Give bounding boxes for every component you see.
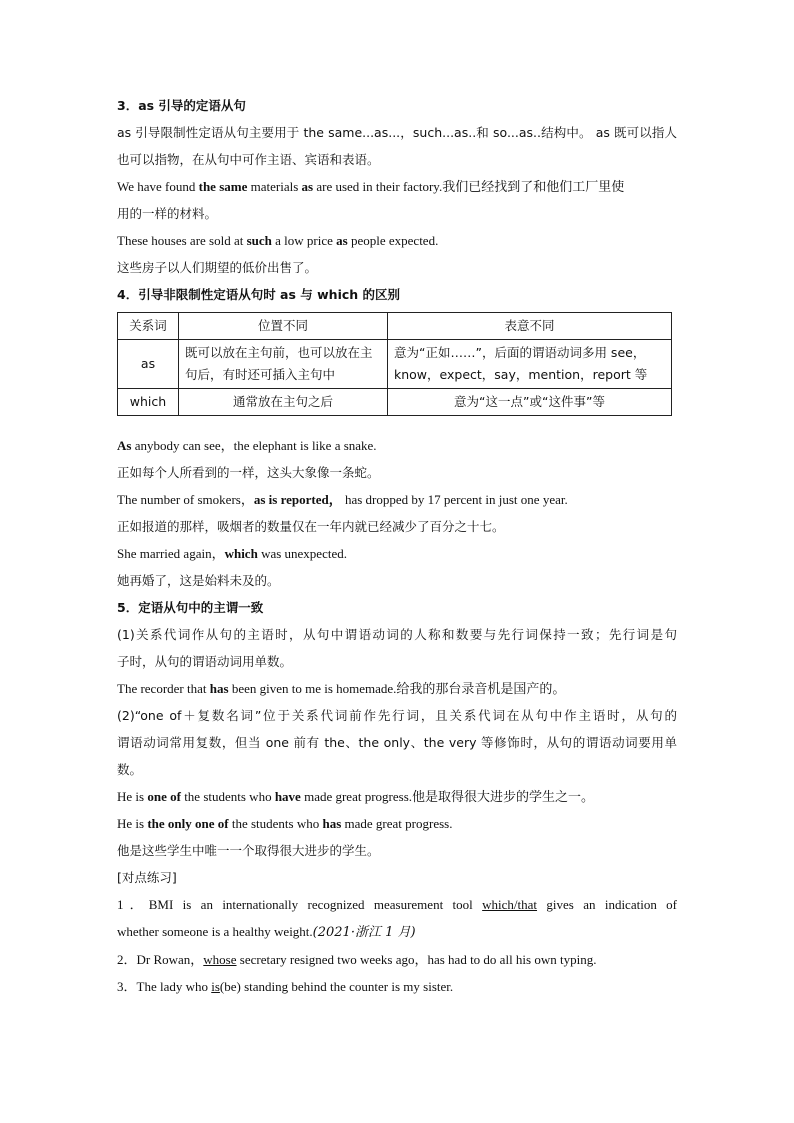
section-3-example-2-translation: 这些房子以人们期望的低价出售了。: [117, 260, 318, 275]
section-4-heading: 4．引导非限制性定语从句时 as 与 which 的区别: [117, 287, 401, 302]
practice-question-3: 3．The lady who is(be) standing behind the counter is my sister.: [117, 979, 454, 994]
section-5-rule-1-line-1: (1)关系代词作从句的主语时，从句中谓语动词的人称和数要与先行词保持一致；先行词是句: [117, 627, 677, 642]
section-3-example-1: We have found the same materials as are used in their factory.我们已经找到了和他们工厂里使: [117, 179, 625, 194]
section-5-heading: 5．定语从句中的主谓一致: [117, 600, 264, 615]
section-4-example-2: The number of smokers，as is reported， has dropped by 17 percent in just one year.: [117, 492, 568, 507]
section-4-example-1: As anybody can see，the elephant is like a snake.: [117, 438, 377, 453]
source-note: (2021·浙江 1 月): [312, 925, 416, 940]
table-header-cell: 表意不同: [388, 313, 672, 340]
section-5-example-3: He is the only one of the students who has made great progress.: [117, 816, 453, 831]
section-4-example-3: She married again，which was unexpected.: [117, 546, 347, 561]
table-cell-meaning: 意为“这一点”或“这件事”等: [388, 389, 672, 416]
section-3-example-2: These houses are sold at such a low price as people expected.: [117, 233, 439, 248]
table-row: [118, 389, 672, 416]
section-4-example-1-translation: 正如每个人所看到的一样，这头大象像一条蛇。: [117, 465, 380, 480]
section-4-example-3-translation: 她再婚了，这是始料未及的。: [117, 573, 280, 588]
answer-blank: which/that: [482, 897, 538, 912]
table-cell-position: 既可以放在主句前，也可以放在主句后，有时还可插入主句中: [179, 340, 388, 389]
table-header-cell: 位置不同: [179, 313, 388, 340]
practice-question-1: 1．BMI is an internationally recognized measurement tool which/that gives an indication of: [117, 897, 678, 912]
table-cell-meaning: 意为“正如……”，后面的谓语动词多用 see，know，expect，say，mention，report 等: [388, 340, 672, 389]
practice-question-1-cont: whether someone is a healthy weight.(2021·浙江 1 月): [117, 924, 416, 940]
section-3-heading: 3．as 引导的定语从句: [117, 98, 246, 113]
table-cell-position: 通常放在主句之后: [179, 389, 388, 416]
section-5-rule-2-line-1: (2)“one of＋复数名词”位于关系代词前作先行词，且关系代词在从句中作主语时，从句的: [117, 708, 677, 723]
section-5-rule-1-line-2: 子时，从句的谓语动词用单数。: [117, 654, 293, 669]
as-which-comparison-table: [117, 312, 672, 416]
table-header-cell: 关系词: [118, 313, 179, 340]
practice-question-2: 2．Dr Rowan，whose secretary resigned two weeks ago，has had to do all his own typing.: [117, 952, 597, 967]
section-5-example-1: The recorder that has been given to me is homemade.给我的那台录音机是国产的。: [117, 681, 566, 696]
document-page: [117, 92, 677, 1000]
section-5-example-2: He is one of the students who have made great progress.他是取得很大进步的学生之一。: [117, 789, 595, 804]
section-4-example-2-translation: 正如报道的那样，吸烟者的数量仅在一年内就已经减少了百分之十七。: [117, 519, 505, 534]
section-3-example-1-cont: 用的一样的材料。: [117, 206, 218, 221]
section-5-rule-2-line-2: 谓语动词常用复数，但当 one 前有 the、the only、the very 等修饰时，从句的谓语动词要用单: [117, 735, 677, 750]
section-3-rule-line-2: 也可以指物，在从句中可作主语、宾语和表语。: [117, 152, 380, 167]
practice-title: [对点练习]: [117, 870, 177, 885]
table-row: [118, 340, 672, 389]
answer-blank: is: [211, 979, 220, 994]
section-5-example-3-translation: 他是这些学生中唯一一个取得很大进步的学生。: [117, 843, 380, 858]
table-cell-word: which: [118, 389, 179, 416]
section-3-rule-line-1: as 引导限制性定语从句主要用于 the same...as...，such...as..和 so...as..结构中。 as 既可以指人: [117, 125, 677, 140]
section-5-rule-2-line-3: 数。: [117, 762, 143, 777]
answer-blank: whose: [203, 952, 237, 967]
table-header-row: [118, 313, 672, 340]
table-cell-word: as: [118, 340, 179, 389]
